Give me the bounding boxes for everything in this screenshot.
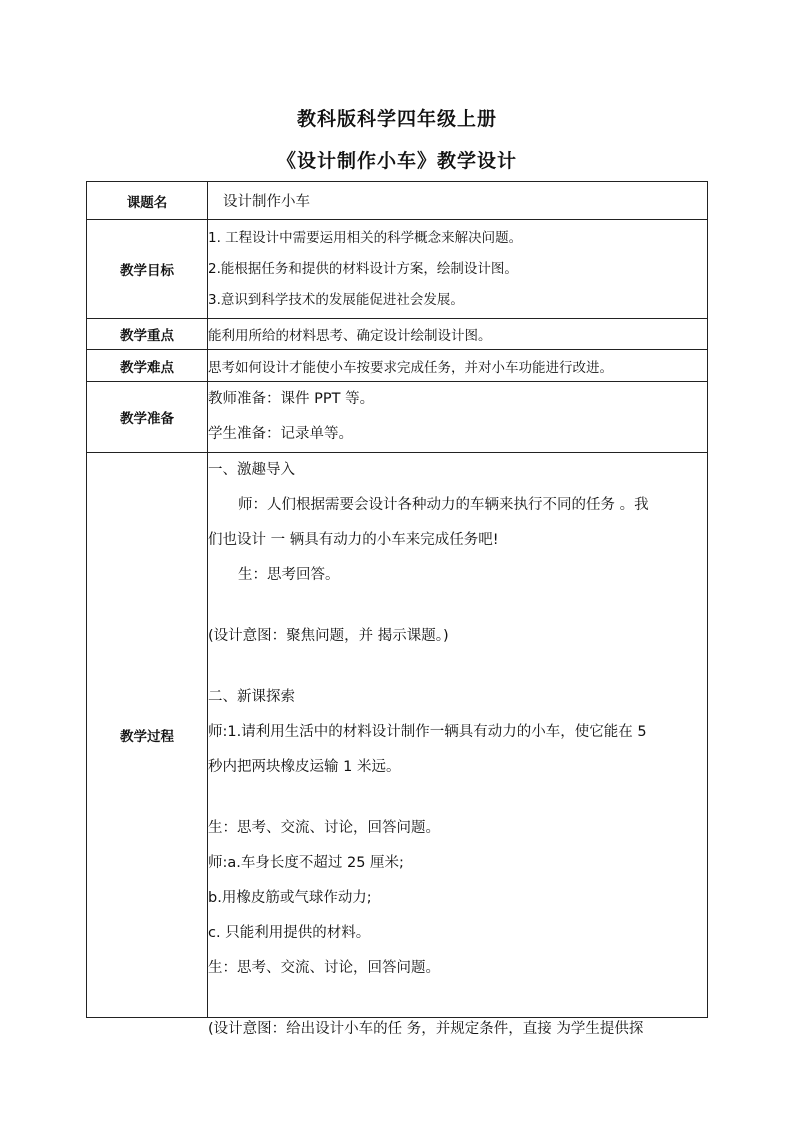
process-line: b.用橡皮筋或气球作动力; [208,890,372,906]
goal-item: 2.能根据任务和提供的材料设计方案，绘制设计图。 [208,260,518,277]
process-line: 一、激趣导入 [208,462,295,478]
label-goals: 教学目标 [87,220,208,319]
goal-item: 1. 工程设计中需要运用相关的科学概念来解决问题。 [208,229,523,246]
process-line: c. 只能利用提供的材料。 [208,925,371,941]
process-line: 师:a.车身长度不超过 25 厘米; [208,855,404,871]
label-difficulty: 教学难点 [87,350,208,382]
process-line: 二、新课探索 [208,689,295,705]
process-line: 生：思考、交流、讨论，回答问题。 [208,820,440,836]
document-title: 教科版科学四年级上册 [296,108,497,130]
goal-item: 3.意识到科学技术的发展能促进社会发展。 [208,291,464,308]
process-line: 师:1.请利用生活中的材料设计制作一辆具有动力的小车，使它能在 5 [208,724,647,740]
table-row-goals [87,220,708,319]
prep-item: 教师准备：课件 PPT 等。 [208,391,375,407]
table-row-topic [87,182,708,220]
prep-item: 学生准备：记录单等。 [208,426,353,442]
process-line: (设计意图：聚焦问题，并 揭示课题。) [208,628,449,644]
table-row-process [87,453,708,1018]
value-goals [208,220,708,319]
process-line: (设计意图：给出设计小车的任 务，并规定条件，直接 为学生提供探 [208,1021,644,1037]
table-row-key [87,319,708,350]
label-process: 教学过程 [87,453,208,1018]
value-process [208,453,708,1037]
value-topic: 设计制作小车 [208,182,708,220]
label-prep: 教学准备 [87,382,208,453]
document-subtitle: 《设计制作小车》教学设计 [276,150,517,172]
value-prep [208,382,708,453]
process-line: 生：思考、交流、讨论，回答问题。 [208,960,440,976]
table-row-difficulty [87,350,708,382]
value-difficulty: 思考如何设计才能使小车按要求完成任务，并对小车功能进行改进。 [208,350,708,382]
process-line: 师：人们根据需要会设计各种动力的车辆来执行不同的任务 。我 [238,497,649,513]
process-line: 们也设计 一 辆具有动力的小车来完成任务吧! [208,532,499,548]
value-key: 能利用所给的材料思考、确定设计绘制设计图。 [208,319,708,350]
process-line: 生：思考回答。 [238,567,340,583]
table-row-prep [87,382,708,453]
process-line: 秒内把两块橡皮运输 1 米远。 [208,759,401,775]
label-topic: 课题名 [87,182,208,220]
label-key: 教学重点 [87,319,208,350]
lesson-plan-table [86,181,708,1037]
